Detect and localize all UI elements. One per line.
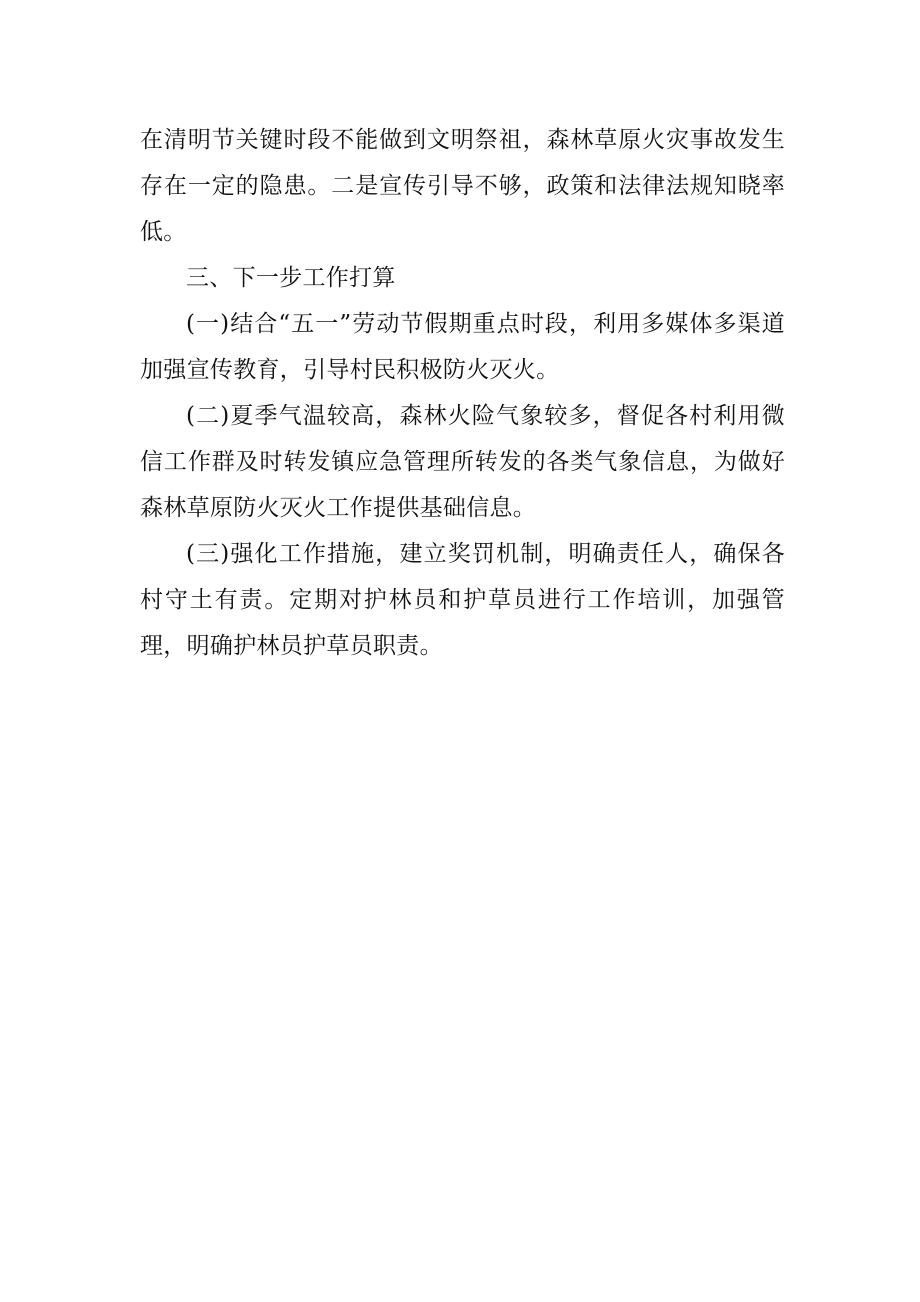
section-heading-next-steps: 三、下一步工作打算 xyxy=(186,265,396,291)
paragraph-item-3: (三)强化工作措施，建立奖罚机制，明确责任人，确保各村守土有责。定期对护林员和护草员进行工作培训，加强管理，明确护林员护草员职责。 xyxy=(140,541,785,659)
paragraph-item-2: (二)夏季气温较高，森林火险气象较多，督促各村利用微信工作群及时转发镇应急管理所转发的各类气象信息，为做好森林草原防火灭火工作提供基础信息。 xyxy=(140,403,785,521)
document-body xyxy=(140,117,785,669)
paragraph-item-1: (一)结合“五一”劳动节假期重点时段，利用多媒体多渠道加强宣传教育，引导村民积极防火灭火。 xyxy=(140,311,785,383)
paragraph-continuation: 在清明节关键时段不能做到文明祭祖，森林草原火灾事故发生存在一定的隐患。二是宣传引导不够，政策和法律法规知晓率低。 xyxy=(140,127,785,245)
